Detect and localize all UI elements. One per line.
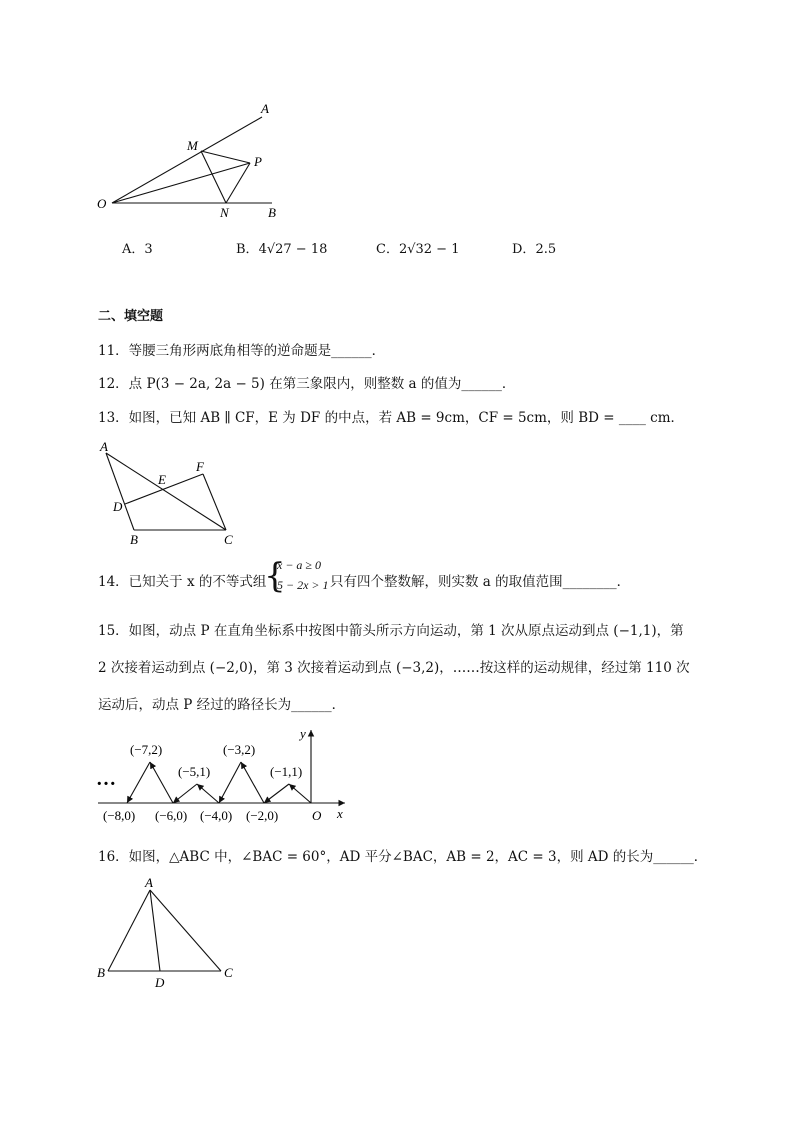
option-letter: B． (236, 242, 259, 257)
label-y-axis: y (300, 726, 306, 741)
q14-brace: { (264, 556, 286, 596)
q14-text-before: 14．已知关于 x 的不等式组 (98, 574, 267, 590)
segment-FC (203, 474, 226, 530)
path-4 (219, 762, 241, 803)
segment-AC (106, 453, 226, 530)
segment-AC (150, 890, 221, 971)
label-dots: … (96, 768, 116, 790)
segment-AB (106, 453, 134, 530)
segment-AB (108, 890, 150, 971)
label-P: P (254, 154, 262, 169)
q14-inequality-1: x − a ≥ 0 (277, 558, 322, 572)
segment-AD (150, 890, 160, 971)
figure-q10 (90, 98, 290, 223)
label-D: D (113, 499, 123, 514)
path-2 (264, 784, 289, 803)
question-15-line-1: 15．如图，动点 P 在直角坐标系中按图中箭头所示方向运动，第 1 次从原点运动到点 (−1,1)，第 (98, 623, 684, 639)
label-point-neg3-2: (−3,2) (223, 742, 256, 757)
option-letter: A． (122, 242, 145, 257)
question-15-line-3: 运动后，动点 P 经过的路径长为______． (98, 697, 346, 713)
path-3 (241, 762, 264, 803)
q14-text-after: 只有四个整数解，则实数 a 的取值范围________． (330, 574, 631, 590)
label-point-neg2-0: (−2,0) (246, 808, 279, 823)
label-point-neg8-0: (−8,0) (103, 808, 136, 823)
label-point-neg7-2: (−7,2) (130, 742, 163, 757)
question-16: 16．如图，△ABC 中，∠BAC = 60°，AD 平分∠BAC，AB = 2，AC = 3，则 AD 的长为______． (98, 849, 708, 865)
label-B: B (268, 205, 276, 220)
q10-option-c[interactable] (376, 238, 459, 257)
figure-q16 (95, 868, 245, 993)
path-6 (173, 784, 197, 803)
q14-inequality-2: 5 − 2x > 1 (277, 578, 329, 592)
q10-option-d[interactable] (512, 238, 556, 257)
label-A: A (261, 101, 269, 116)
path-8 (127, 762, 150, 803)
question-13: 13．如图，已知 AB ∥ CF，E 为 DF 的中点，若 AB = 9cm，CF = 5cm，则 BD = ____ cm． (98, 410, 685, 426)
label-B: B (130, 532, 138, 547)
figure-q13 (95, 435, 245, 547)
path-7 (150, 762, 173, 803)
label-A: A (100, 439, 108, 454)
label-E: E (158, 472, 166, 487)
figure-q15 (95, 722, 355, 828)
label-point-neg6-0: (−6,0) (155, 808, 188, 823)
segment-MP (201, 151, 250, 163)
q10-option-b[interactable] (236, 238, 327, 257)
label-D: D (155, 975, 165, 990)
q10-option-a[interactable] (122, 238, 153, 257)
option-value: 4√27 − 18 (258, 242, 328, 257)
label-A: A (145, 875, 153, 890)
label-origin: O (312, 808, 322, 823)
label-B: B (97, 965, 105, 980)
label-F: F (196, 459, 204, 474)
label-C: C (224, 965, 233, 980)
question-15-line-2: 2 次接着运动到点 (−2,0)，第 3 次接着运动到点 (−3,2)，……按这样的运动规律，经过第 110 次 (98, 660, 690, 676)
option-value: 2√32 − 1 (398, 242, 460, 257)
path-1 (289, 784, 311, 803)
option-value: 2.5 (535, 242, 557, 257)
label-M: M (187, 138, 198, 153)
segment-MN (201, 151, 226, 203)
label-x-axis: x (337, 806, 343, 821)
option-value: 3 (144, 242, 153, 257)
option-letter: C． (376, 242, 399, 257)
label-point-neg4-0: (−4,0) (200, 808, 233, 823)
question-12: 12．点 P(3 − 2a, 2a − 5) 在第三象限内，则整数 a 的值为______． (98, 376, 516, 392)
option-letter: D． (512, 242, 536, 257)
section-title: 二、填空题 (98, 309, 164, 324)
label-point-neg5-1: (−5,1) (178, 764, 211, 779)
label-C: C (224, 532, 233, 547)
question-11: 11．等腰三角形两底角相等的逆命题是______． (98, 343, 386, 359)
label-N: N (220, 205, 229, 220)
label-point-neg1-1: (−1,1) (270, 764, 303, 779)
label-O: O (97, 196, 107, 211)
path-5 (197, 784, 219, 803)
